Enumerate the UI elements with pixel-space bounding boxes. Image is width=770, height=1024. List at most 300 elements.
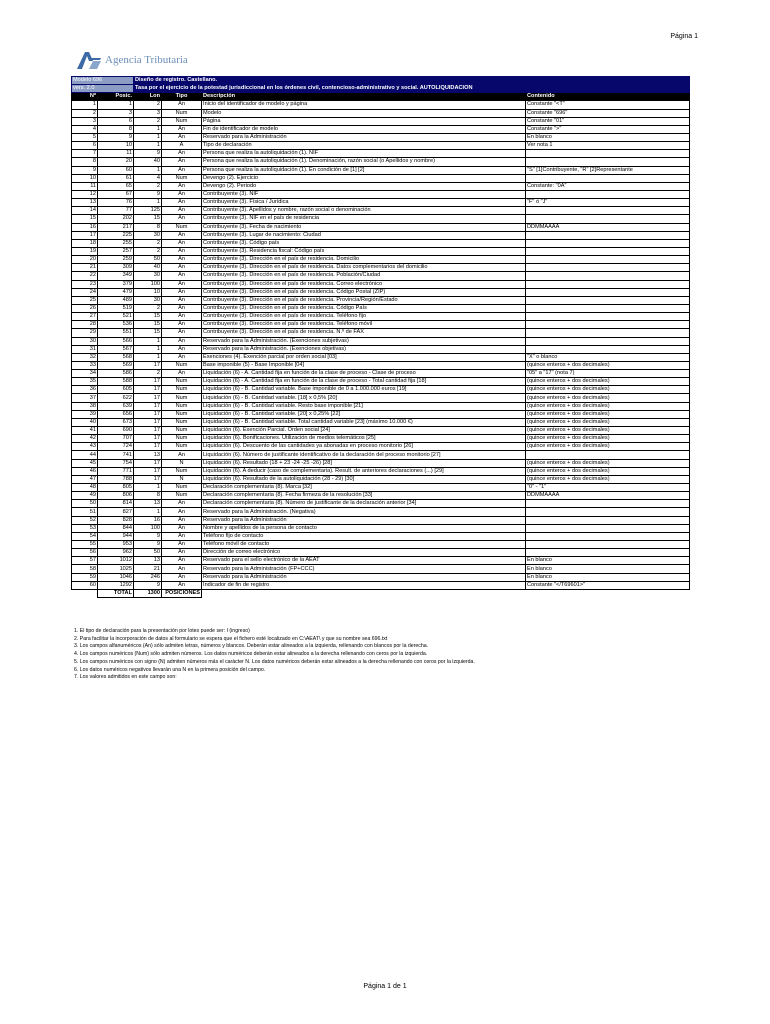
cell-n: 39 (72, 410, 98, 418)
cell-lon: 2 (134, 247, 162, 255)
cell-tipo: An (162, 541, 202, 549)
table-row (72, 239, 690, 247)
cell-tipo: An (162, 508, 202, 516)
cell-cont: Ver nota 1 (526, 142, 690, 150)
cell-lon: 8 (134, 223, 162, 231)
table-row (72, 337, 690, 345)
cell-n: 42 (72, 435, 98, 443)
cell-n: 30 (72, 337, 98, 345)
cell-desc: Liquidación (6). Resultado (18 + 23 -24 -25 -26) [28] (202, 459, 526, 467)
cell-tipo: An (162, 451, 202, 459)
cell-pos: 673 (98, 418, 134, 426)
table-row (72, 565, 690, 573)
table-row (72, 125, 690, 133)
cell-lon: 1 (134, 337, 162, 345)
cell-desc: Contribuyente (3). Código país (202, 239, 526, 247)
cell-cont: (quince enteros + dos decimales) (526, 410, 690, 418)
cell-tipo: An (162, 182, 202, 190)
cell-cont (526, 256, 690, 264)
cell-n: 20 (72, 256, 98, 264)
table-row (72, 199, 690, 207)
cell-pos: 805 (98, 484, 134, 492)
cell-lon: 17 (134, 427, 162, 435)
cell-tipo: An (162, 549, 202, 557)
cell-pos: 536 (98, 321, 134, 329)
table-row (72, 402, 690, 410)
cell-n: 23 (72, 280, 98, 288)
cell-cont (526, 329, 690, 337)
cell-tipo: An (162, 304, 202, 312)
cell-pos: 567 (98, 345, 134, 353)
cell-tipo: An (162, 150, 202, 158)
cell-cont (526, 247, 690, 255)
cell-n: 4 (72, 125, 98, 133)
cell-pos: 8 (98, 125, 134, 133)
cell-pos: 259 (98, 256, 134, 264)
design-title-row (72, 77, 690, 85)
cell-lon: 40 (134, 264, 162, 272)
table-row (72, 418, 690, 426)
cell-lon: 17 (134, 443, 162, 451)
cell-tipo: N (162, 475, 202, 483)
col-header-lon: Lon (134, 93, 162, 101)
cell-lon: 100 (134, 524, 162, 532)
cell-tipo: Num (162, 223, 202, 231)
cell-lon: 15 (134, 215, 162, 223)
cell-cont (526, 280, 690, 288)
cell-lon: 30 (134, 272, 162, 280)
cell-pos: 656 (98, 410, 134, 418)
cell-tipo: An (162, 565, 202, 573)
cell-lon: 1 (134, 353, 162, 361)
cell-desc: Contribuyente (3). Dirección en el país de residencia. Provincia/Región/Estado (202, 296, 526, 304)
cell-desc: Contribuyente (3). Dirección en el país de residencia. Población/Ciudad (202, 272, 526, 280)
cell-n: 14 (72, 207, 98, 215)
cell-tipo: Num (162, 378, 202, 386)
table-row (72, 101, 690, 109)
cell-lon: 125 (134, 207, 162, 215)
cell-cont: Constante "696" (526, 109, 690, 117)
agency-logo (76, 50, 188, 70)
table-row (72, 394, 690, 402)
cell-cont: (quince enteros + dos decimales) (526, 378, 690, 386)
cell-pos: 586 (98, 370, 134, 378)
cell-pos: 11 (98, 150, 134, 158)
cell-lon: 1 (134, 199, 162, 207)
cell-lon: 17 (134, 475, 162, 483)
cell-n: 46 (72, 467, 98, 475)
col-header-tipo: Tipo (162, 93, 202, 101)
cell-desc: Reservado para la Administración. (Negativa) (202, 508, 526, 516)
table-row (72, 215, 690, 223)
cell-desc: Contribuyente (3). Dirección en el país de residencia. Teléfono fijo (202, 313, 526, 321)
cell-desc: Teléfono fijo de contacto (202, 532, 526, 540)
cell-cont: (quince enteros + dos decimales) (526, 475, 690, 483)
cell-lon: 10 (134, 288, 162, 296)
cell-cont (526, 304, 690, 312)
cell-tipo: An (162, 313, 202, 321)
cell-n: 54 (72, 532, 98, 540)
cell-tipo: Num (162, 117, 202, 125)
cell-tipo: Num (162, 361, 202, 369)
cell-desc: Contribuyente (3). NIF (202, 190, 526, 198)
cell-lon: 15 (134, 321, 162, 329)
cell-n: 45 (72, 459, 98, 467)
cell-desc: Tipo de declaración (202, 142, 526, 150)
cell-pos: 60 (98, 166, 134, 174)
note-item: 2. Para facilitar la incorporación de datos al formulario se espera que el fichero esté localizado en C:\AEAT\ y que su nombre sea 696.txt (74, 635, 388, 642)
cell-n: 57 (72, 557, 98, 565)
cell-tipo: An (162, 158, 202, 166)
cell-lon: 246 (134, 573, 162, 581)
cell-lon: 30 (134, 231, 162, 239)
cell-lon: 2 (134, 370, 162, 378)
cell-pos: 521 (98, 313, 134, 321)
model-label: Modelo 696 (72, 77, 134, 85)
cell-desc: Contribuyente (3). Lugar de nacimiento: Ciudad (202, 231, 526, 239)
cell-lon: 50 (134, 256, 162, 264)
cell-lon: 15 (134, 313, 162, 321)
cell-tipo: An (162, 125, 202, 133)
cell-desc: Modelo (202, 109, 526, 117)
cell-cont: Constante ">" (526, 125, 690, 133)
cell-tipo: Num (162, 394, 202, 402)
cell-pos: 9 (98, 133, 134, 141)
table-row (72, 288, 690, 296)
cell-pos: 844 (98, 524, 134, 532)
cell-desc: Contribuyente (3). Apellidos y nombre, razón social o denominación (202, 207, 526, 215)
cell-pos: 622 (98, 394, 134, 402)
version-label: vers. 2.0 (72, 85, 134, 93)
cell-lon: 13 (134, 451, 162, 459)
cell-pos: 309 (98, 264, 134, 272)
notes-list (74, 628, 475, 682)
cell-tipo: An (162, 256, 202, 264)
cell-pos: 639 (98, 402, 134, 410)
cell-tipo: Num (162, 174, 202, 182)
table-row (72, 190, 690, 198)
cell-cont (526, 239, 690, 247)
cell-desc: Declaración complementaria (8). Marca [32] (202, 484, 526, 492)
total-spacer (72, 589, 98, 597)
cell-pos: 707 (98, 435, 134, 443)
cell-tipo: An (162, 321, 202, 329)
cell-pos: 806 (98, 492, 134, 500)
table-row (72, 280, 690, 288)
table-row (72, 166, 690, 174)
cell-pos: 771 (98, 467, 134, 475)
note-item: 1. El tipo de declaración para la presentación por lotes puede ser: I (ingreso) (74, 628, 250, 634)
column-header-row (72, 93, 690, 101)
table-row (72, 467, 690, 475)
note-item: 4. Los campos numéricos (Num) sólo admiten números. Los datos numéricos deberán estar alineados a la derecha rellenando con ceros por la izquierda. (74, 651, 428, 658)
cell-pos: 551 (98, 329, 134, 337)
cell-tipo: Num (162, 418, 202, 426)
cell-cont: (quince enteros + dos decimales) (526, 435, 690, 443)
table-row (72, 223, 690, 231)
cell-desc: Persona que realiza la autoliquidación (1). NIF (202, 150, 526, 158)
cell-tipo: Num (162, 443, 202, 451)
cell-desc: Liquidación (6). Número de justificante identificativo de la declaración del proceso monitorio [27] (202, 451, 526, 459)
cell-desc: Liquidación (6) - B. Cantidad variable. Base imponible de 0 a 1.000.000 euros [19] (202, 386, 526, 394)
cell-desc: Contribuyente (3). NIF en el país de residencia (202, 215, 526, 223)
cell-desc: Liquidación (6) - B. Cantidad variable. Total cantidad variable [23] (máximo 10.000 €) (202, 418, 526, 426)
cell-cont: En blanco (526, 565, 690, 573)
cell-cont: (quince enteros + dos decimales) (526, 386, 690, 394)
cell-pos: 217 (98, 223, 134, 231)
cell-pos: 61 (98, 174, 134, 182)
cell-cont (526, 500, 690, 508)
cell-tipo: An (162, 296, 202, 304)
cell-n: 22 (72, 272, 98, 280)
cell-n: 41 (72, 427, 98, 435)
cell-lon: 1 (134, 125, 162, 133)
cell-tipo: An (162, 573, 202, 581)
col-header-desc: Descripción (202, 93, 526, 101)
table-row (72, 133, 690, 141)
cell-tipo: An (162, 524, 202, 532)
cell-cont: Constante: "0A" (526, 182, 690, 190)
table-row (72, 256, 690, 264)
table-row (72, 361, 690, 369)
cell-cont: "X" o blanco (526, 353, 690, 361)
cell-pos: 569 (98, 361, 134, 369)
table-row (72, 329, 690, 337)
cell-cont (526, 158, 690, 166)
cell-pos: 588 (98, 378, 134, 386)
cell-cont: (quince enteros + dos decimales) (526, 394, 690, 402)
cell-n: 48 (72, 484, 98, 492)
cell-pos: 20 (98, 158, 134, 166)
cell-n: 32 (72, 353, 98, 361)
cell-pos: 519 (98, 304, 134, 312)
cell-pos: 6 (98, 117, 134, 125)
cell-lon: 1 (134, 345, 162, 353)
cell-desc: Contribuyente (3). Física / Jurídica (202, 199, 526, 207)
cell-pos: 566 (98, 337, 134, 345)
cell-desc: Reservado para la Administración. (Exenciones objetivas) (202, 345, 526, 353)
register-design-table (71, 76, 690, 598)
cell-lon: 17 (134, 378, 162, 386)
table-row (72, 182, 690, 190)
cell-desc: Liquidación (6). Exención Parcial. Orden social [24] (202, 427, 526, 435)
agency-logo-icon (76, 50, 102, 70)
cell-lon: 17 (134, 459, 162, 467)
cell-n: 8 (72, 158, 98, 166)
cell-lon: 9 (134, 532, 162, 540)
cell-cont: DDMMAAAA (526, 223, 690, 231)
table-row (72, 557, 690, 565)
cell-lon: 1 (134, 508, 162, 516)
col-header-n: Nº (72, 93, 98, 101)
cell-n: 3 (72, 117, 98, 125)
cell-desc: Exenciones (4). Exención parcial por orden social [03] (202, 353, 526, 361)
cell-pos: 202 (98, 215, 134, 223)
cell-n: 38 (72, 402, 98, 410)
cell-n: 28 (72, 321, 98, 329)
cell-desc: Reservado para la Administración (FP+CCC) (202, 565, 526, 573)
cell-lon: 13 (134, 500, 162, 508)
cell-cont: Constante "<T" (526, 101, 690, 109)
cell-n: 6 (72, 142, 98, 150)
table-row (72, 443, 690, 451)
cell-lon: 13 (134, 557, 162, 565)
design-title: Diseño de registro. Castellano. (134, 77, 690, 85)
cell-pos: 827 (98, 508, 134, 516)
table-row (72, 296, 690, 304)
cell-n: 11 (72, 182, 98, 190)
cell-desc: Contribuyente (3). Dirección en el país de residencia. Datos complementarios del domicilio (202, 264, 526, 272)
design-subtitle-row (72, 85, 690, 93)
cell-n: 29 (72, 329, 98, 337)
cell-pos: 1046 (98, 573, 134, 581)
cell-desc: Contribuyente (3). Fecha de nacimiento (202, 223, 526, 231)
cell-cont (526, 451, 690, 459)
cell-tipo: N (162, 459, 202, 467)
table-row (72, 573, 690, 581)
cell-tipo: An (162, 500, 202, 508)
cell-tipo: An (162, 353, 202, 361)
cell-desc: Liquidación (6) - B. Cantidad variable. [18] x 0,5% [20] (202, 394, 526, 402)
cell-pos: 1012 (98, 557, 134, 565)
cell-pos: 690 (98, 427, 134, 435)
cell-pos: 814 (98, 500, 134, 508)
cell-cont: "F" ó "J" (526, 199, 690, 207)
cell-tipo: Num (162, 109, 202, 117)
cell-lon: 9 (134, 190, 162, 198)
cell-cont (526, 264, 690, 272)
cell-tipo: An (162, 345, 202, 353)
total-label: TOTAL (98, 589, 134, 597)
cell-cont: (quince enteros + dos decimales) (526, 402, 690, 410)
cell-tipo: An (162, 101, 202, 109)
table-row (72, 321, 690, 329)
cell-n: 55 (72, 541, 98, 549)
cell-tipo: An (162, 215, 202, 223)
cell-lon: 9 (134, 150, 162, 158)
cell-desc: Reservado para la Administración (202, 573, 526, 581)
cell-cont: "S" [1]Contribuyente, "R" [2]Representante (526, 166, 690, 174)
cell-lon: 3 (134, 109, 162, 117)
cell-desc: Teléfono móvil de contacto (202, 541, 526, 549)
cell-desc: Contribuyente (3). Dirección en el país de residencia. Teléfono móvil (202, 321, 526, 329)
note-item: 7. Los valores admitidos en este campo son: (74, 674, 177, 681)
cell-tipo: Num (162, 386, 202, 394)
cell-desc: Persona que realiza la autoliquidación (1). Denominación, razón social (o Apellidos y nombre) (202, 158, 526, 166)
cell-n: 17 (72, 231, 98, 239)
table-row (72, 386, 690, 394)
cell-tipo: An (162, 581, 202, 589)
cell-cont: (quince enteros + dos decimales) (526, 418, 690, 426)
table-row (72, 475, 690, 483)
table-row (72, 345, 690, 353)
cell-desc: Liquidación (6). A deducir (caso de complementaria). Result. de anteriores declaraciones (...) [29] (202, 467, 526, 475)
cell-lon: 17 (134, 435, 162, 443)
cell-desc: Declaración complementaria (8). Número de justificante de la declaración anterior [34] (202, 500, 526, 508)
table-row (72, 272, 690, 280)
cell-n: 59 (72, 573, 98, 581)
cell-cont (526, 296, 690, 304)
cell-cont: (quince enteros + dos decimales) (526, 459, 690, 467)
cell-tipo: An (162, 231, 202, 239)
cell-pos: 1025 (98, 565, 134, 573)
cell-pos: 349 (98, 272, 134, 280)
cell-tipo: An (162, 207, 202, 215)
cell-tipo: An (162, 264, 202, 272)
table-row (72, 231, 690, 239)
cell-n: 53 (72, 524, 98, 532)
cell-desc: Inicio del identificador de modelo y página (202, 101, 526, 109)
cell-lon: 2 (134, 182, 162, 190)
cell-tipo: Num (162, 467, 202, 475)
cell-cont (526, 321, 690, 329)
cell-desc: Contribuyente (3). Dirección en el país de residencia. N.º de FAX (202, 329, 526, 337)
cell-tipo: An (162, 199, 202, 207)
cell-lon: 2 (134, 101, 162, 109)
table-row (72, 109, 690, 117)
table-row (72, 524, 690, 532)
cell-n: 25 (72, 296, 98, 304)
cell-cont (526, 174, 690, 182)
cell-n: 19 (72, 247, 98, 255)
cell-n: 58 (72, 565, 98, 573)
cell-desc: Liquidación (6) - B. Cantidad variable. [20] x 0,25% [22] (202, 410, 526, 418)
cell-tipo: Num (162, 410, 202, 418)
cell-lon: 9 (134, 581, 162, 589)
cell-n: 5 (72, 133, 98, 141)
cell-tipo: Num (162, 492, 202, 500)
cell-desc: Fin de identificador de modelo (202, 125, 526, 133)
cell-tipo: Num (162, 427, 202, 435)
cell-lon: 17 (134, 394, 162, 402)
cell-pos: 67 (98, 190, 134, 198)
cell-n: 13 (72, 199, 98, 207)
cell-lon: 50 (134, 549, 162, 557)
cell-pos: 944 (98, 532, 134, 540)
cell-n: 43 (72, 443, 98, 451)
cell-pos: 257 (98, 247, 134, 255)
cell-lon: 1 (134, 133, 162, 141)
cell-n: 9 (72, 166, 98, 174)
cell-cont (526, 150, 690, 158)
agency-name: Agencia Tributaria (105, 54, 188, 66)
cell-cont (526, 288, 690, 296)
cell-pos: 754 (98, 459, 134, 467)
cell-tipo: A (162, 142, 202, 150)
table-row (72, 353, 690, 361)
table-row (72, 435, 690, 443)
cell-tipo: An (162, 516, 202, 524)
cell-lon: 40 (134, 158, 162, 166)
cell-lon: 8 (134, 492, 162, 500)
table-row (72, 247, 690, 255)
cell-pos: 10 (98, 142, 134, 150)
table-row (72, 427, 690, 435)
cell-tipo: An (162, 329, 202, 337)
total-unit: POSICIONES (162, 589, 202, 597)
cell-pos: 953 (98, 541, 134, 549)
cell-n: 35 (72, 378, 98, 386)
cell-tipo: An (162, 190, 202, 198)
cell-pos: 225 (98, 231, 134, 239)
cell-pos: 77 (98, 207, 134, 215)
table-row (72, 549, 690, 557)
cell-cont: (quince enteros + dos decimales) (526, 361, 690, 369)
total-value: 1300 (134, 589, 162, 597)
cell-desc: Dirección de correo electrónico (202, 549, 526, 557)
cell-lon: 2 (134, 239, 162, 247)
table-row (72, 581, 690, 589)
